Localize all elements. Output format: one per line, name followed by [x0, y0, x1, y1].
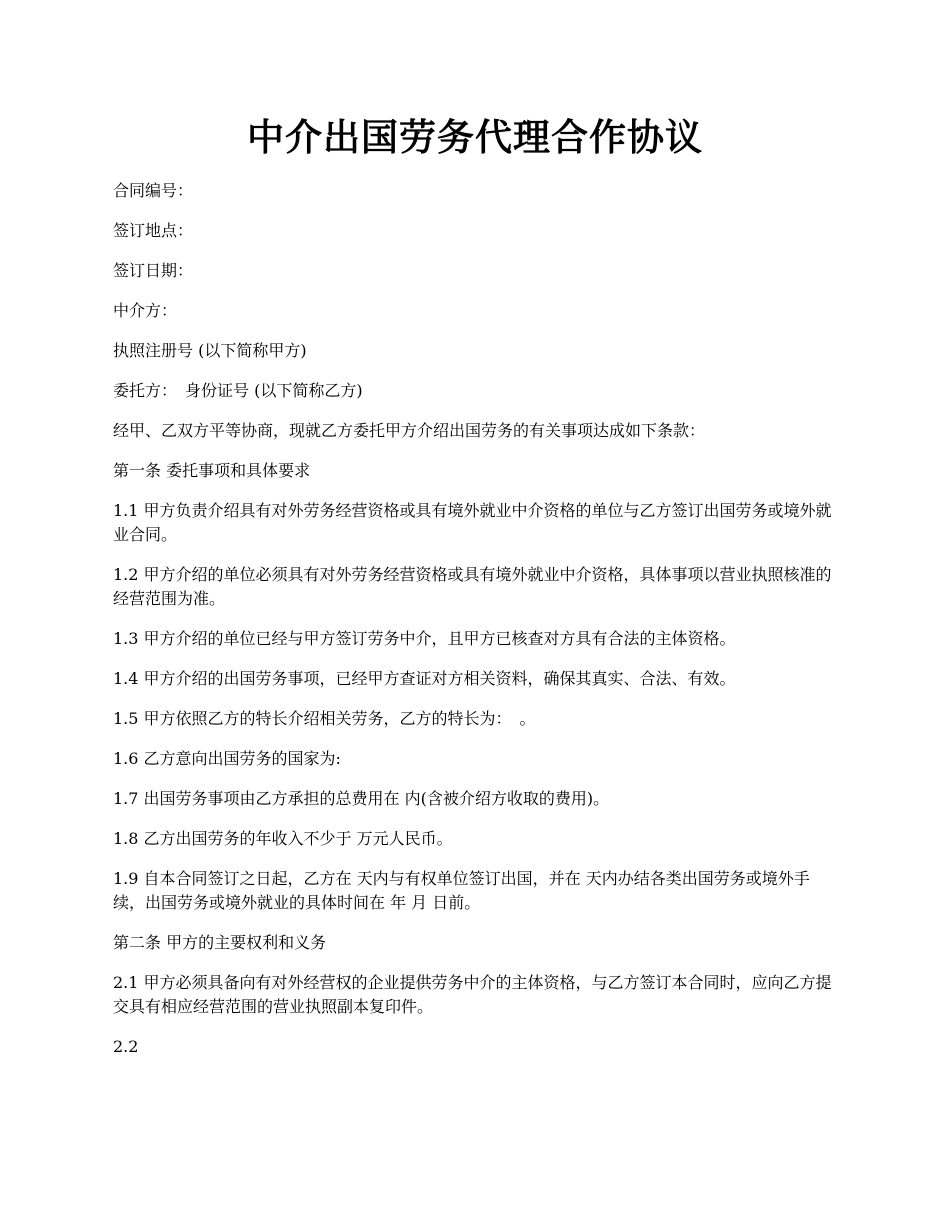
signing-date-field: 签订日期： [113, 261, 194, 280]
clause-1-7: 1.7 出国劳务事项由乙方承担的总费用在 内(含被介绍方收取的费用)。 [113, 789, 610, 808]
preamble-paragraph: 经甲、乙双方平等协商，现就乙方委托甲方介绍出国劳务的有关事项达成如下条款： [113, 421, 706, 440]
article-1-heading: 第一条 委托事项和具体要求 [113, 461, 311, 480]
clause-2-2: 2.2 [113, 1037, 139, 1056]
clause-1-8: 1.8 乙方出国劳务的年收入不少于 万元人民币。 [113, 829, 453, 848]
document-body [113, 179, 840, 1075]
client-party-field: 委托方： 身份证号 (以下简称乙方) [113, 381, 363, 400]
clause-1-9: 1.9 自本合同签订之日起，乙方在 天内与有权单位签订出国，并在 天内办结各类出国劳务或境外手续，出国劳务或境外就业的具体时间在 年 月 日前。 [113, 869, 810, 912]
clause-1-6: 1.6 乙方意向出国劳务的国家为: [113, 749, 341, 768]
agency-party-field: 中介方： [113, 301, 178, 320]
article-2-heading: 第二条 甲方的主要权利和义务 [113, 933, 327, 952]
clause-1-3: 1.3 甲方介绍的单位已经与甲方签订劳务中介，且甲方已核查对方具有合法的主体资格。 [113, 629, 736, 648]
contract-number-field: 合同编号： [113, 181, 194, 200]
signing-place-field: 签订地点： [113, 221, 194, 240]
clause-1-5: 1.5 甲方依照乙方的特长介绍相关劳务，乙方的特长为： 。 [113, 709, 536, 728]
document-title: 中介出国劳务代理合作协议 [247, 115, 703, 159]
clause-1-2: 1.2 甲方介绍的单位必须具有对外劳务经营资格或具有境外就业中介资格，具体事项以营业执照核准的经营范围为准。 [113, 565, 832, 608]
clause-2-1: 2.1 甲方必须具备向有对外经营权的企业提供劳务中介的主体资格，与乙方签订本合同时，应向乙方提交具有相应经营范围的营业执照副本复印件。 [113, 973, 832, 1016]
clause-1-1: 1.1 甲方负责介绍具有对外劳务经营资格或具有境外就业中介资格的单位与乙方签订出国劳务或境外就业合同。 [113, 501, 832, 544]
clause-1-4: 1.4 甲方介绍的出国劳务事项，已经甲方查证对方相关资料，确保其真实、合法、有效。 [113, 669, 736, 688]
license-number-field: 执照注册号 (以下简称甲方) [113, 341, 307, 360]
